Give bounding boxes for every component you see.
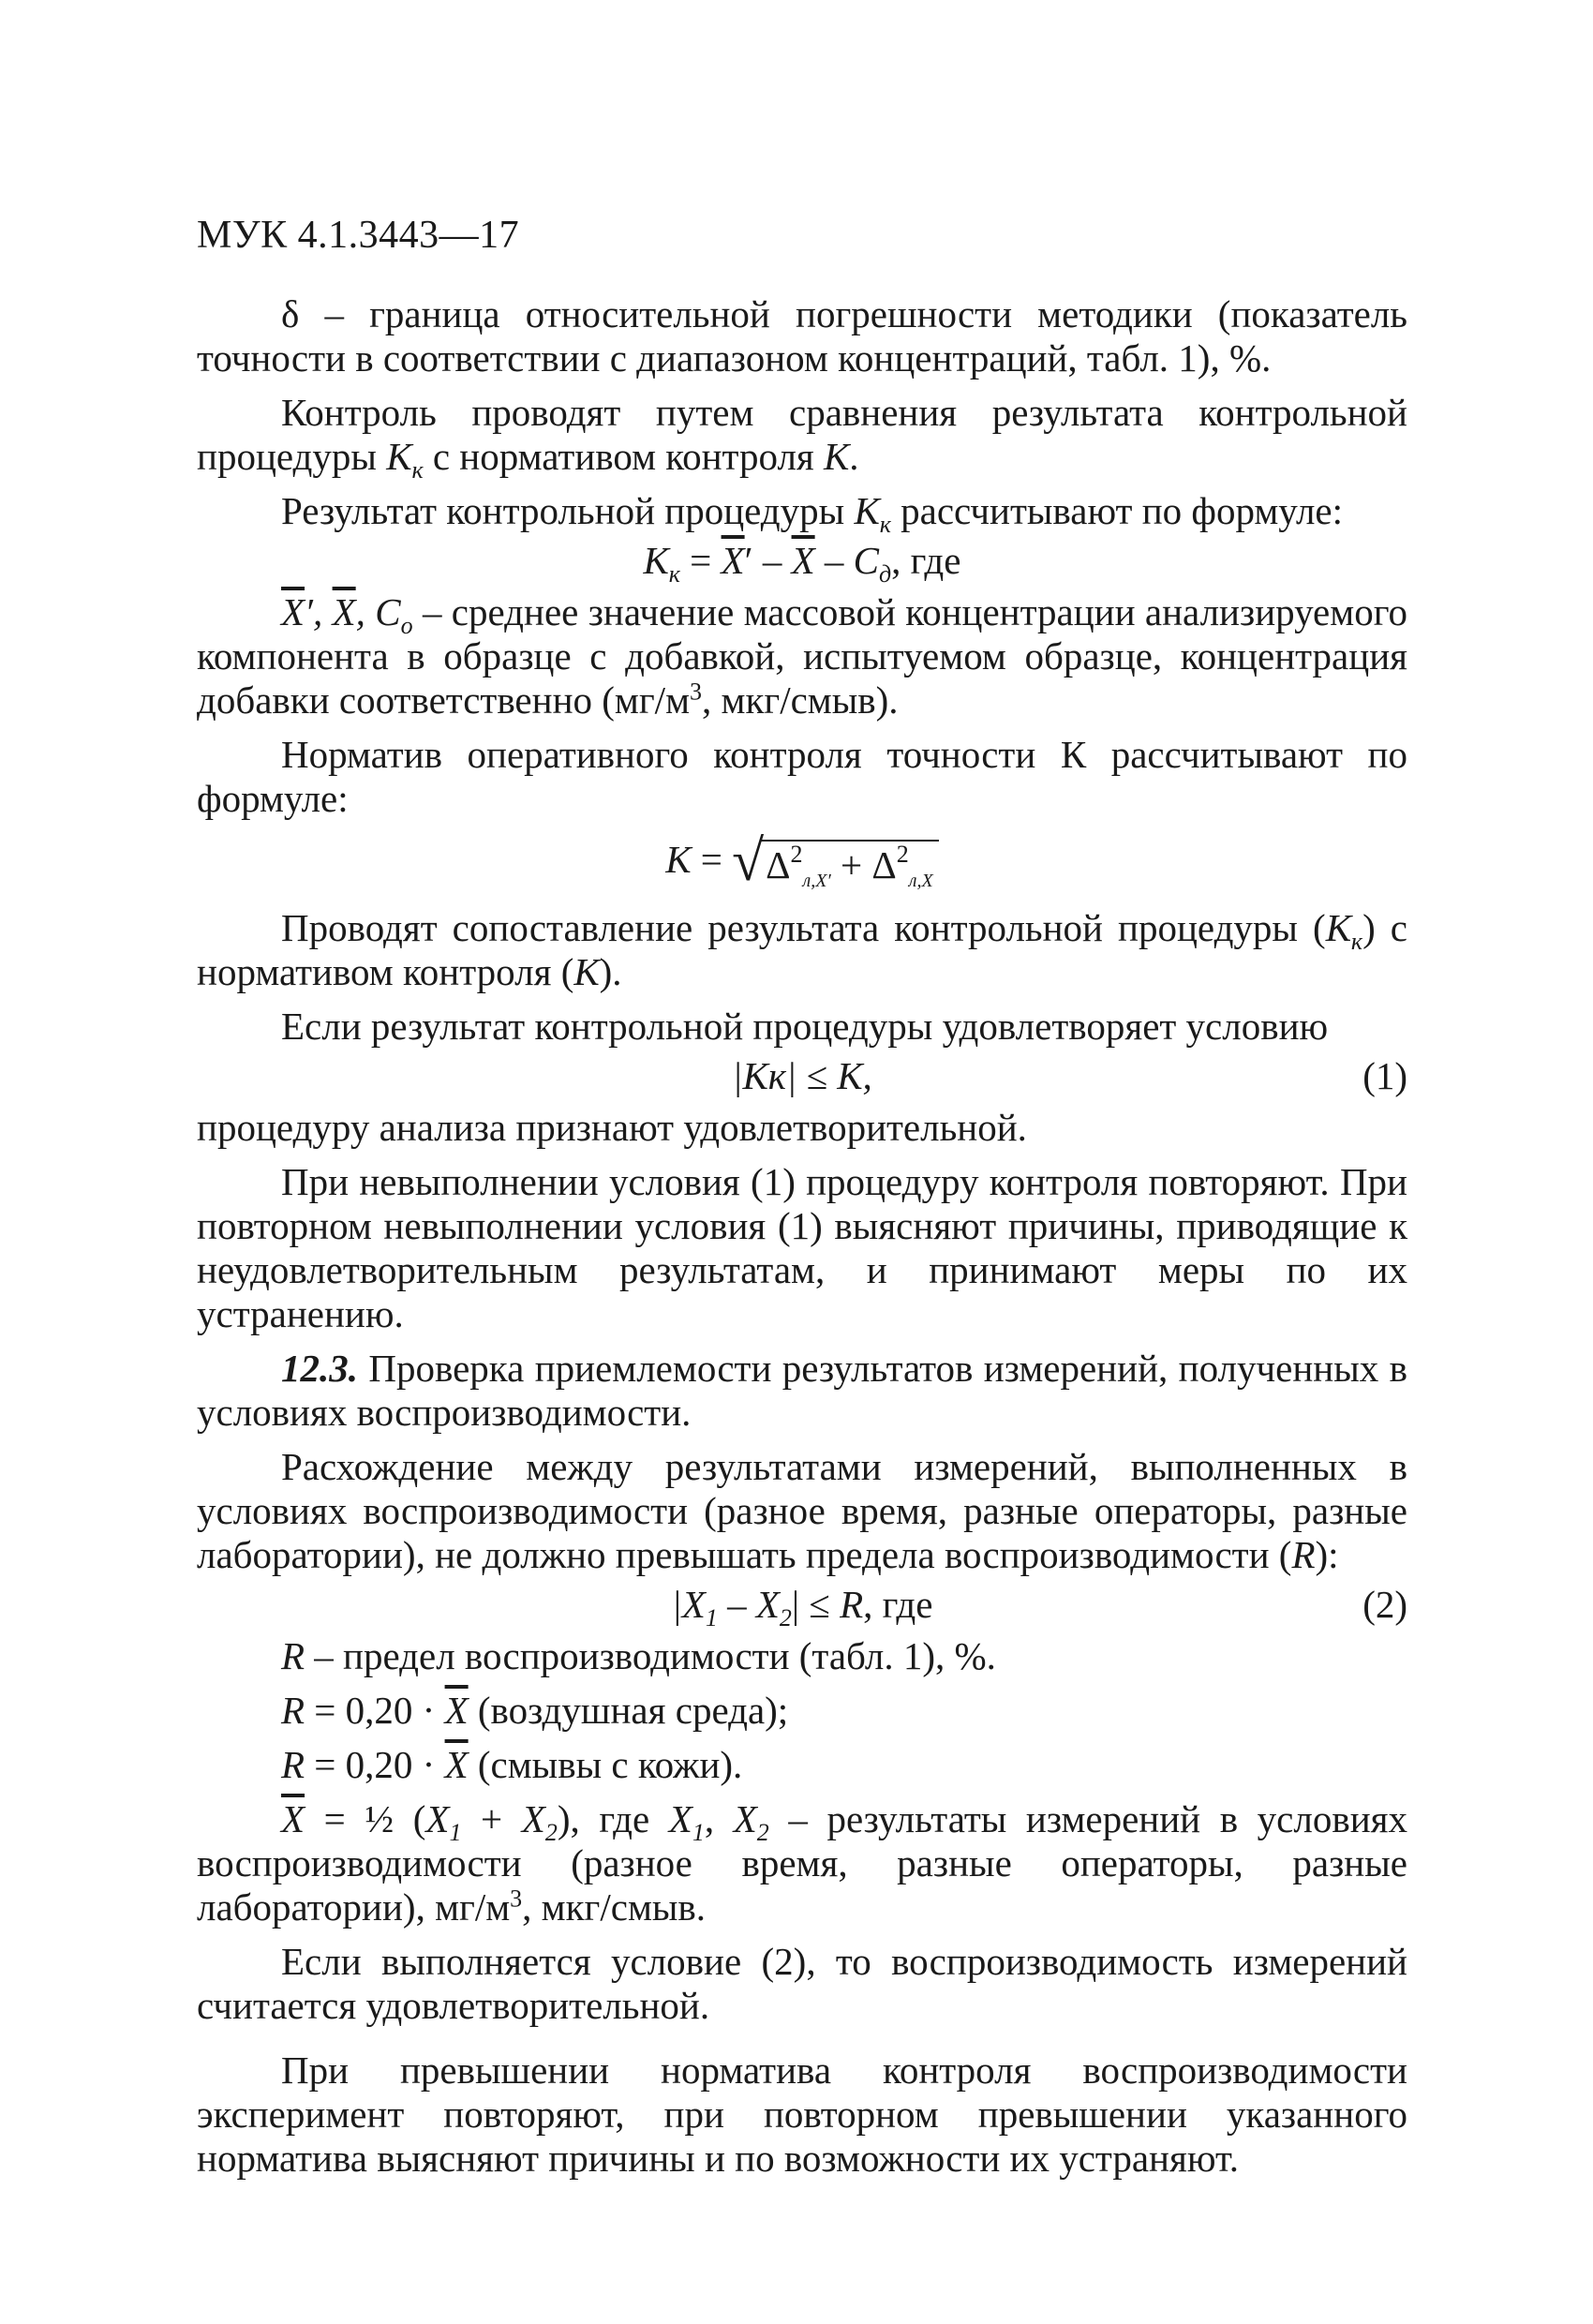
text: рассчитывают по формуле: [890,489,1344,532]
section-number: 12.3. [281,1347,358,1391]
line-r-skin: $R = 0,20 \cdot \overline{X}$ (смывы с кожи). [281,1743,743,1787]
var-kk: $К_к$ [854,489,891,539]
paragraph-control: Контроль проводят путем сравнения результата контрольной процедуры $К_к$ с нормативом контроля К. [197,391,1407,484]
text: Контроль проводят путем сравнения результата контрольной процедуры [197,391,1407,478]
equation-number-2: (2) [1362,1583,1407,1627]
formula-1: |Кк| ≤ К, (1) [732,1054,1407,1098]
formula-2: $|X_1 - X_2| \le R$, где (2) [671,1583,1407,1632]
variables-list: $\overline{X}'$, $\overline{X}$, $С_о$ [281,590,413,640]
paragraph-condition: Если результат контрольной процедуры удовлетворяет условию [281,1005,1329,1049]
line-r-definition: R – предел воспроизводимости (табл. 1), %. [281,1634,996,1678]
text: с нормативом контроля [423,435,825,478]
sqrt-icon: √ $\Delta^2_{л,X'} + \Delta^2_{л,X}$ [732,840,939,887]
paragraph-mean: $\overline{X}$ = ½ $(X_1 + X_2)$, где $X_1$, $X_2$ – результаты измерений в условиях воспроизводимости (разное время, разные операторы, разные лаборатории), $мг/м^3$, мкг/смыв. [197,1797,1408,1929]
var-kk: $К_к$ [386,435,424,484]
paragraph-delta: δ – граница относительной погрешности методики (показатель точности в соответствии с диапазоном концентраций, табл. 1), %. [197,292,1407,380]
var-k: К [824,435,850,478]
paragraph-norm: Норматив оперативного контроля точности К рассчитывают по формуле: [197,733,1407,820]
formula-kk: $К_к = \overline{X}' - \overline{X} - С_д$, где [643,539,961,588]
formula-k: К = √ $\Delta^2_{л,X'} + \Delta^2_{л,X}$ [197,838,1407,887]
paragraph-discrepancy: Расхождение между результатами измерений, выполненных в условиях воспроизводимости (разное время, разные операторы, разные лаборатории), не должно превышать предела воспроизводимости (R): [197,1445,1407,1577]
paragraph-exceed: При превышении норматива контроля воспроизводимости эксперимент повторяют, при повторном превышении указанного норматива выясняют причины и по возможности их устраняют. [197,2048,1407,2181]
text: Результат контрольной процедуры [281,489,855,532]
equation-number-1: (1) [1362,1054,1407,1098]
document-header: МУК 4.1.3443—17 [197,214,520,257]
paragraph-result [197,489,1407,539]
text-column [197,292,1407,2181]
paragraph-accepted: процедуру анализа признают удовлетворительной. [197,1106,1027,1150]
line-r-air: $R = 0,20 \cdot \overline{X}$ (воздушная среда); [281,1689,789,1733]
text: – среднее значение массовой концентрации анализируемого компонента в образце с добавкой, испытуемом образце, концентрация добавки соответственно (мг/м [197,590,1407,722]
paragraph-repeat: При невыполнении условия (1) процедуру контроля повторяют. При повторном невыполнении условия (1) выясняют причины, приводящие к неудовлетворительным результатам, и принимают меры по их устранению. [197,1160,1407,1336]
paragraph-section-12-3: 12.3. Проверка приемлемости результатов измерений, полученных в условиях воспроизводимости. [197,1347,1407,1435]
paragraph-compare: Проводят сопоставление результата контрольной процедуры $(К_к)$ с нормативом контроля (К). [197,906,1407,994]
paragraph-variables: $\overline{X}'$, $\overline{X}$, $С_о$ – среднее значение массовой концентрации анализируемого компонента в образце с добавкой, испытуемом образце, концентрация добавки соответственно ($мг/м^3$, мкг/смыв). [197,590,1407,722]
paragraph-satisfactory: Если выполняется условие (2), то воспроизводимость измерений считается удовлетворительной. [197,1940,1407,2028]
